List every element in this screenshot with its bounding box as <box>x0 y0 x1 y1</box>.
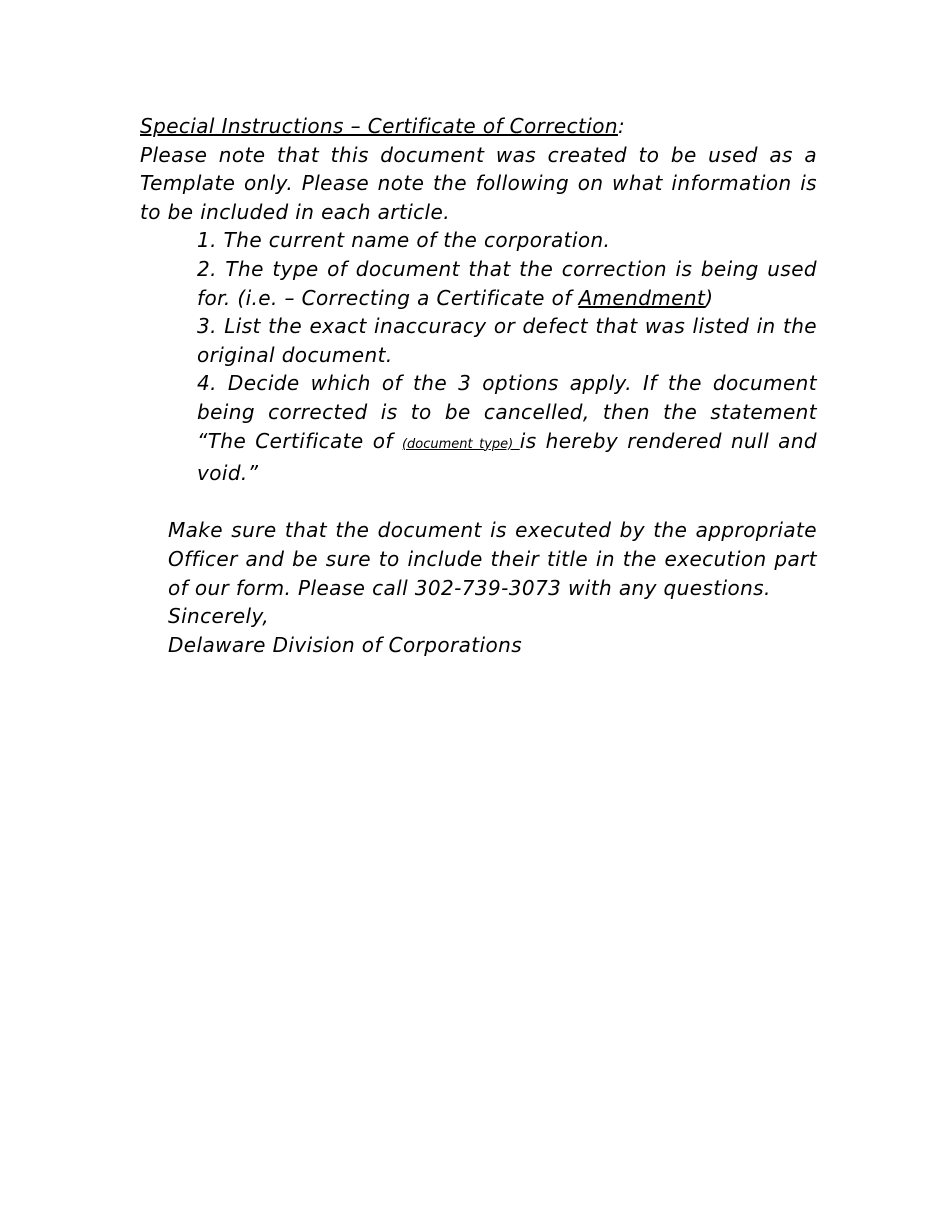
signature: Delaware Division of Corporations <box>168 632 523 657</box>
salutation: Sincerely, <box>168 604 269 629</box>
list-item-text: 2. The type of document that the correction is being used for. (i.e. – Correcting a Certificate of <box>197 256 817 310</box>
list-item <box>197 369 817 487</box>
closing-instructions: Make sure that the document is executed by the appropriate Officer and be sure to include their title in the execution part of our form. Please call 302-739-3073 with any questions. <box>168 518 817 600</box>
article-list <box>140 226 817 487</box>
list-item-text: 4. Decide which of the 3 options apply. If the document being corrected is to be cancelled, then the statement “The Certificate of <box>197 371 817 453</box>
instructions-heading <box>140 112 817 141</box>
list-item-text-end: is hereby rendered null and void.” <box>197 428 818 486</box>
list-item-text: 3. List the exact inaccuracy or defect that was listed in the original document. <box>197 314 817 367</box>
list-item <box>197 255 817 312</box>
document-type-placeholder: (document type) <box>401 436 520 452</box>
closing-section <box>168 516 817 659</box>
list-item <box>197 312 817 369</box>
instructions-body <box>140 112 817 659</box>
list-item-text-end: ) <box>705 285 714 310</box>
heading-title: Special Instructions – Certificate of Correction <box>140 114 618 138</box>
heading-suffix: : <box>617 114 626 138</box>
underlined-term: Amendment <box>578 285 706 310</box>
list-item-text: 1. The current name of the corporation. <box>197 228 611 253</box>
intro-paragraph: Please note that this document was created to be used as a Template only. Please note the following on what information is to be included in each article. <box>140 142 817 224</box>
list-item <box>197 226 817 255</box>
